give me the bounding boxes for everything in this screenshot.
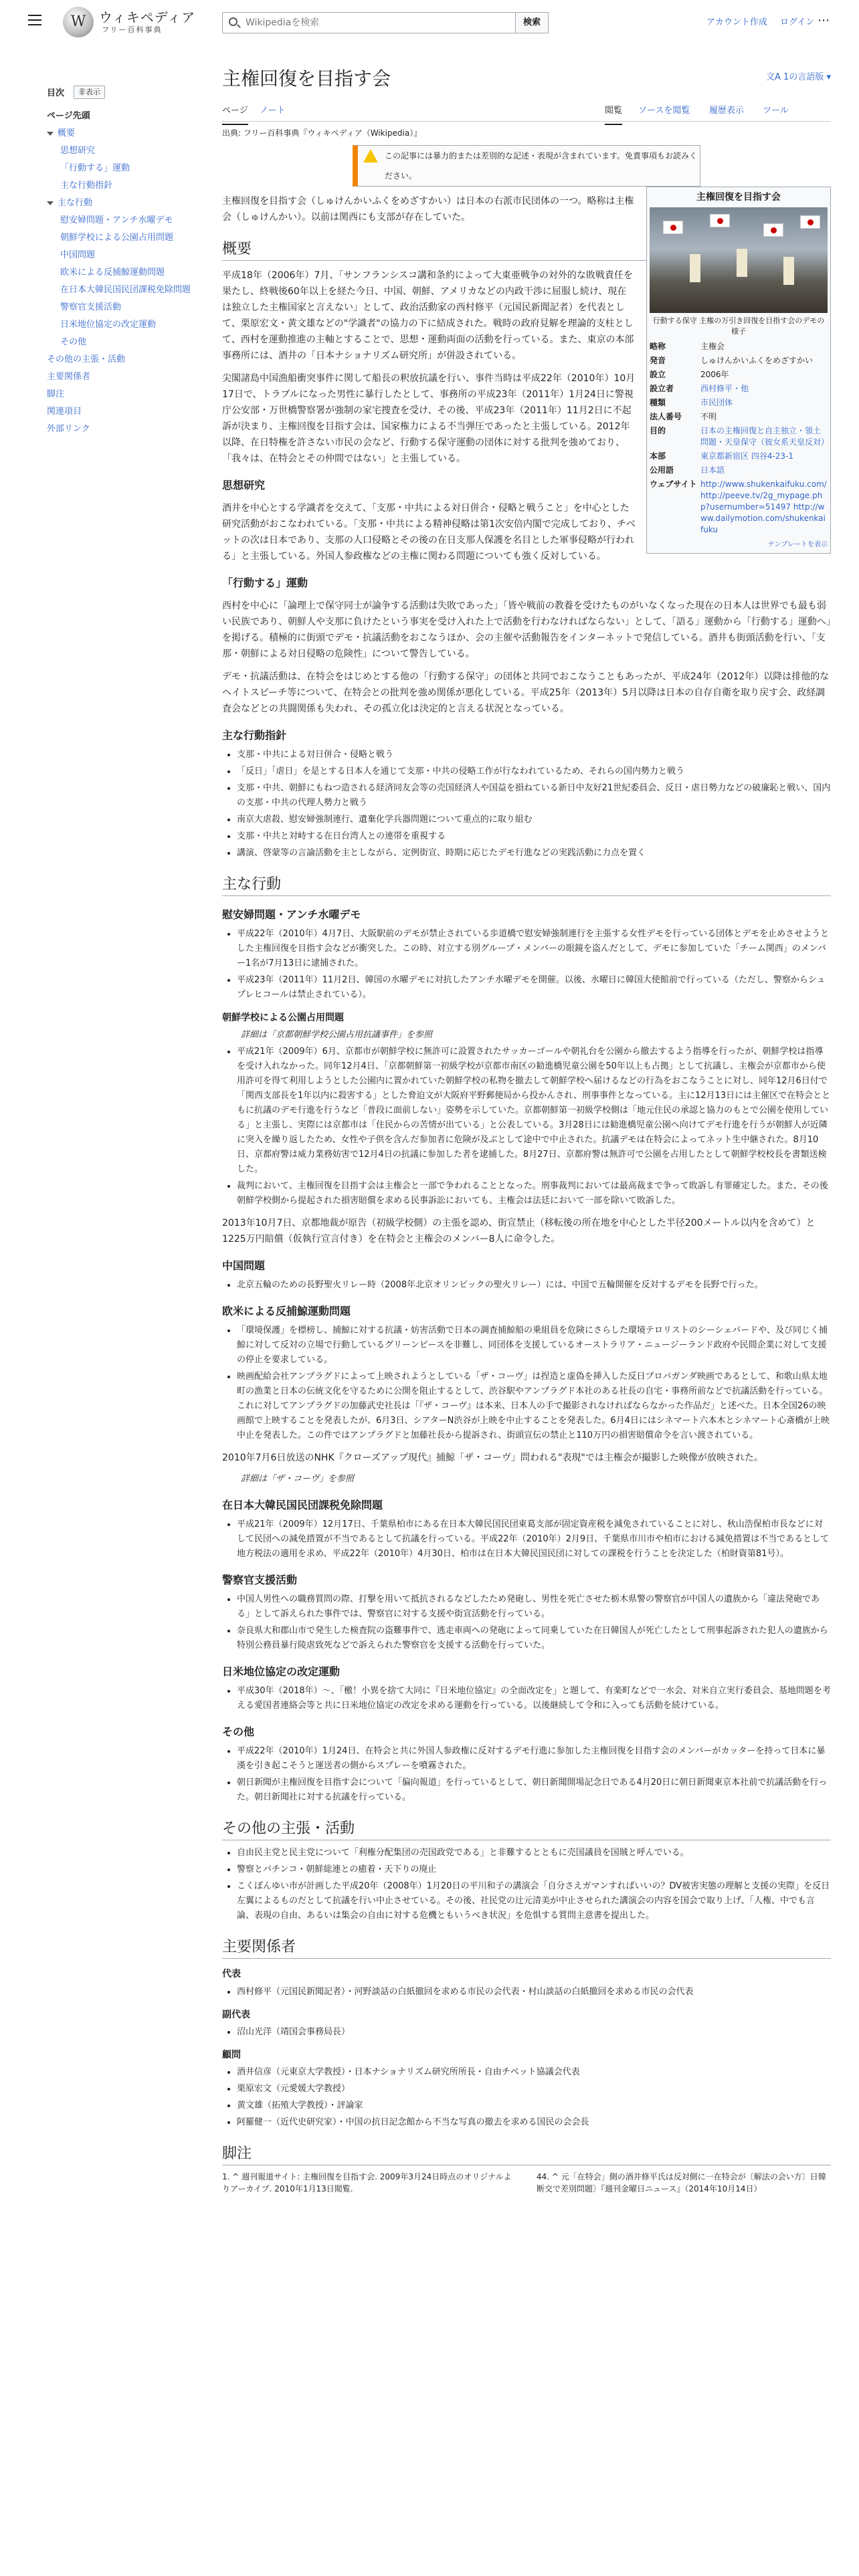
section-park: 朝鮮学校による公園占用問題	[222, 1012, 344, 1024]
search-input[interactable]: Wikipediaを検索	[222, 12, 516, 33]
list-item: • 北京五輪のための長野聖火リレー時（2008年北京オリンピックの聖火リレー）には、中国で五輪開催を反対するデモを長野で行った。	[237, 1278, 831, 1293]
infobox-key: 法人番号	[650, 412, 682, 422]
main-content	[222, 67, 831, 2195]
ideology-paragraph: 酒井を中心とする学識者を交えて、「支那・中共による対日併合・侵略と戦うこと」を中心とした研究活動がおこなわれている。「支那・中共による精神侵略は第1次安倍内閣で完成しており、チベットの次は日本であり、支那の人口侵略とその後の在日支那人保護を名目とした軍事侵略が行われる」と主張している。外国人参政権などの主権に関わる問題についても強く反対している。	[222, 503, 636, 562]
list-item: • 平成22年（2010年）1月24日、在特会と共に外国人参政権に反対するデモ行進に参加した主権回復を目指す会のメンバーがカッターを持って日本に暴漢を引き起こそうと運送者の側からスプレーを噴霧された。	[237, 1744, 831, 1774]
warning-notice	[353, 145, 700, 187]
infobox-row	[650, 463, 828, 477]
toc-item-label[interactable]: 主要関係者	[47, 372, 91, 382]
list-item: • 警察とパチンコ・朝鮮総連との癒着・天下りの廃止	[237, 1862, 831, 1877]
toc-item-label[interactable]: 在日本大韓民国民団課税免除問題	[60, 285, 191, 295]
table-of-contents	[47, 87, 207, 440]
infobox-row	[650, 340, 828, 354]
toc-item-label[interactable]: 「行動する」運動	[60, 163, 130, 173]
overview-paragraph-2: 尖閣諸島中国漁船衝突事件に関して船長の釈放抗議を行い、事件当時は平成22年（2010年）10月17日で、トラブルになった男性に暴行したとして、事務所の平成23年（2011年）1月24日に警視庁公安部・万世橋警察署が強制の家宅捜査を受け、その後、平成23年（2011年）11月2日に不起訴が決まり、主権回復を目指す会は、国家権力による不当弾圧であったと主張している。2012年以降、在日特権を許さない市民の会など、行動する保守運動の団体に対する批判を強めており、「我々は、在特会とその仲間ではない」と主張している。	[222, 373, 636, 465]
infobox-row	[650, 382, 828, 396]
toc-item-label[interactable]: 欧米による反捕鯨運動問題	[60, 267, 165, 278]
section-mindan: 在日本大韓民国民団課税免除問題	[222, 1499, 383, 1512]
toc-item[interactable]	[47, 336, 207, 349]
infobox-key: 発音	[650, 356, 666, 366]
list-item: • 講演、啓蒙等の言論活動を主としながら、定例街宣、時期に応じたデモ行進などの実践活動に力点を置く	[237, 846, 831, 861]
list-item: • 黄文雄（拓殖大学教授）・評論家	[237, 2099, 831, 2113]
policy-list	[237, 748, 831, 861]
infobox	[646, 187, 831, 554]
action-paragraph-1: 西村を中心に「論理上で保守同士が論争する活動は失敗であった」「皆や戦前の教養を受けたものがいなくなった現在の日本人は世界でも最も弱い民族であり、朝鮮人や支那に負けたという事実を受け入れた上で活動を行わなければならない」として、「語る」運動から「行動する」運動へ」を掲げる。積極的に街頭でデモ・抗議活動をおこなうほか、会の主催や活動報告をインターネットで発信している。酒井も街頭活動を行い、「支那・朝鮮による対日侵略の危険性」について警告している。	[222, 601, 831, 660]
warning-text: この記事には暴力的または差別的な記述・表現が含まれています。免責事項もお読みください。	[385, 151, 698, 181]
section-china: 中国問題	[222, 1259, 266, 1273]
list-item: • 奈良県大和郡山市で発生した検査院の盗難事件で、逃走車両への発砲によって同乗していた在日韓国人が死亡したとして刑事起訴された犯人の遺族から特別公務員暴行陵虐致死などで訴えられた警察官を支援する活動を行っていた。	[237, 1624, 831, 1653]
tab-read[interactable]: 閲覧	[605, 104, 622, 125]
infobox-row	[650, 477, 828, 537]
park-after-paragraph: 2013年10月7日、京都地裁が原告（初級学校側）の主張を認め、街宣禁止（移転後の所在地を中心とした半径200メートル以内を含めて）と1225万円賠償（仮執行宣言付き）を在特会と主権会のメンバー8人に命令した。	[222, 1218, 816, 1245]
infobox-row	[650, 449, 828, 463]
infobox-value: 不明	[700, 412, 717, 422]
action-paragraph-2: デモ・抗議活動は、在特会をはじめとする他の「行動する保守」の団体と共同でおこなうこともあったが、平成24年（2012年）以降は排他的なヘイトスピーチ等について、在特会との批判を強め関係が悪化している。平成25年（2013年）5月以降は日本の自存自衛を取り戻す会、政経調査会などとの共闘関係も失われ、その孤立化は決定的と言える状況となっている。	[222, 671, 830, 715]
toc-item[interactable]	[47, 179, 207, 193]
infobox-row	[650, 424, 828, 449]
list-item: • 「反日」「虐日」を是とする日本人を通じて支那・中共の侵略工作が行なわれているため、それらの国内勢力と戦う	[237, 764, 831, 779]
list-item: • 平成21年（2009年）6月、京都市が朝鮮学校に無許可に設置されたサッカーゴールや朝礼台を公園から撤去するよう指導を行ったが、朝鮮学校は指導を受け入れなかった。同年12月4日、「京都朝鮮第一初級学校が京都市南区の勧進橋児童公園を50年以上も占拠」として抗議し、主権会が京都市から使用許可を得て利用しようとした公園内に置かれていた朝鮮学校の私物を撤去して朝鮮学校へ届けるなどの行為をおこなうことに対し、同年12月6日付で「関西支部長を1年以内に殺害する」とした脅迫文が大阪府平野郵便局から投かんされ、刑事事件となっている。主に12月13日には主催区で在特会とともに抗議のデモ行進を行うなど「普段に面前しない」姿勢を示していた。京都朝鮮第一初級学校側は「地元住民の承認と協力のもとで公園を使用している」と主張し、実際には京都市は「住民からの苦情が出ている」と公表している。3月28日には勧進橋児童公園へ向けてデモ行進を行うが朝鮮人が近隣に突入を繰り返したため、女性や子供を含んだ参加者に危険が及ぶとして途中で中止された。抗議デモは在特会によってネット生中継された。8月10日、京都府警は威力業務妨害で12月4日の抗議に参加した者を逮捕した。8月27日、京都府警は無許可で公園を占用したとして朝鮮学校校長を書類送検した。	[237, 1045, 831, 1177]
toc-item[interactable]	[47, 370, 207, 384]
demo-photo[interactable]	[650, 207, 828, 313]
infobox-row	[650, 354, 828, 368]
tab-view-source[interactable]: ソースを閲覧	[638, 106, 690, 116]
search-button[interactable]: 検索	[515, 12, 549, 33]
advisor-list	[237, 2065, 831, 2130]
list-item: • 支那・中共による対日併合・侵略と戦う	[237, 748, 831, 762]
list-item: • 中国人男性への職務質問の際、打撃を用いて抵抗されるなどしたため発砲し、男性を死亡させた栃木県警の警察官が中国人の遺族から「違法発砲である」として訴えられた事件では、警察官に対する支援や街宣活動を行っている。	[237, 1592, 831, 1622]
vice-heading: 副代表	[222, 2009, 250, 2020]
toc-item-label[interactable]: ページ先頭	[47, 111, 90, 121]
whaling-after-paragraph: 2010年7月6日放送のNHK『クローズアップ現代』捕鯨「ザ・コーヴ」問われる"表現"では主権会が撮影した映像が放映された。	[222, 1453, 763, 1464]
list-item: • 酒井信彦（元東京大学教授）・日本ナショナリズム研究所所長・自由チベット協議会代表	[237, 2065, 831, 2080]
infobox-value: 2006年	[700, 370, 729, 380]
list-item: • 映画配給会社アンプラグドによって上映されようとしている「ザ・コーヴ」は捏造と虚偽を挿入した反日プロパガンダ映画であるとして、和歌山県太地町の漁業と日本の伝統文化を守るために公開を阻止するとして、渋谷駅やアンプラグド本社のある社長の自宅・事務所前などで抗議活動を行っている。これに対してアンプラグドの加藤武史社長は「『ザ・コーヴ』は本来、日本人の手で撮影されなければならなかった作品だ」と述べた。日本全国26の映画館で上映することを発表したが、6月3日、シアターN渋谷が上映を中止することを発表した。6月4日にはシネマート六本木とシネマート心斎橋が上映中止を発表した。この件ではアンプラグドと加藤社長から提訴され、街頭宣伝の禁止と110万円の損害賠償命令を言い渡されている。	[237, 1370, 831, 1443]
infobox-key: 略称	[650, 342, 666, 352]
toc-item-label[interactable]: 主な行動	[58, 198, 93, 208]
infobox-value[interactable]: 市民団体	[700, 398, 733, 408]
placard	[690, 254, 700, 282]
toc-item-label[interactable]: その他	[60, 337, 87, 347]
list-item: • 裁判において、主権回復を目指す会は主権会と一部で争われることとなった。刑事裁判においては最高裁まで争って敗訴し有罪確定した。また、その後朝鮮学校側から提起された損害賠償を求める民事訴訟においても、主権会は法廷において一部を除いて敗訴した。	[237, 1179, 831, 1208]
flag-icon	[763, 223, 783, 237]
list-item: • 自由民主党と民主党について「利権分配集団の売国政党である」と非難するとともに売国議員を国賊と呼んでいる。	[237, 1846, 831, 1860]
toc-item-label[interactable]: 概要	[58, 128, 76, 138]
toc-item-label[interactable]: その他の主張・活動	[47, 354, 126, 364]
section-whaling: 欧米による反捕鯨運動問題	[222, 1305, 351, 1318]
toc-item-label[interactable]: 関連項目	[47, 407, 82, 417]
tab-talk[interactable]: ノート	[260, 106, 286, 116]
show-template-link[interactable]: テンプレートを表示	[767, 541, 828, 549]
list-item: • 「環境保護」を標榜し、捕鯨に対する抗議・妨害活動で日本の調査捕鯨船の乗組員を危険にさらした環境テロリストのシーシェパードや、及び同じく捕鯨に対して反対の立場で行動しているグリーンピースを非難し、同団体を支援しているオーストラリア・ニュージーランド政府や民間企業に対して支援の停止を要求している。	[237, 1323, 831, 1368]
infobox-key: 本部	[650, 451, 666, 461]
toc-item[interactable]	[47, 353, 207, 366]
list-item: • こくぼんゆい市が計画した平成20年（2008年）1月20日の平川和子の講演会「自分さえガマンすればいいの？DV被害実態の理解と支援の実際」を反日左翼によるものだとして抗議を行い中止させている。その後、社民党の辻元清美が中止させられた講演会の内容を国会で取り上げ、「人権、中でも言論、表現の自由、あるいは集会の自由に対する危機ともいうべき状況」を危惧する質問主意書を提出した。	[237, 1879, 831, 1923]
list-item: • 栗原宏文（元愛媛大学教授）	[237, 2082, 831, 2097]
infobox-row	[650, 396, 828, 410]
list-item: • 平成22年（2010年）4月7日、大阪駅前のデモが禁止されている歩道橋で慰安婦強制連行を主張する女性デモを行っている団体とデモを止めさせようとした主権回復を目指す会などが衝突した。この時、対立する別グループ・メンバーの眼鏡を盗んだとして、デモに参加していた「チーム関西」のメンバー1名が7月13日に逮捕された。	[237, 927, 831, 971]
flag-icon	[800, 215, 820, 229]
park-hatnote[interactable]: 詳細は「京都朝鮮学校公園占用抗議事件」を参照	[241, 1029, 433, 1040]
section-policy: 主な行動指針	[222, 729, 287, 742]
list-item: • 沼山光洋（靖国会事務局長）	[237, 2025, 831, 2040]
language-selector[interactable]: 文A 1の言語版 ▾	[766, 72, 831, 82]
collapse-icon[interactable]	[47, 201, 54, 205]
section-other: その他	[222, 1725, 255, 1739]
toc-item-label[interactable]: 朝鮮学校による公園占用問題	[60, 233, 174, 243]
toc-item[interactable]	[47, 284, 207, 297]
toc-item[interactable]	[47, 110, 207, 123]
police-list	[237, 1592, 831, 1653]
toc-item-label[interactable]: 思想研究	[60, 146, 96, 156]
toc-item[interactable]	[47, 249, 207, 262]
infobox-key: 目的	[650, 426, 666, 436]
other-list	[237, 1744, 831, 1805]
section-police: 警察官支援活動	[222, 1574, 298, 1587]
toc-title: 目次	[47, 88, 65, 98]
section-ideology: 思想研究	[222, 479, 266, 492]
vice-list	[237, 2025, 831, 2040]
toc-hide-button[interactable]: 非表示	[74, 86, 105, 99]
infobox-row	[650, 410, 828, 424]
sofa-list	[237, 1684, 831, 1713]
site-header	[0, 0, 859, 44]
toc-list	[47, 110, 207, 436]
infobox-value[interactable]: 東京都新宿区 四谷4-23-1	[700, 451, 794, 461]
toc-item[interactable]	[47, 266, 207, 280]
infobox-value[interactable]: 日本語	[700, 465, 725, 475]
infobox-key: 公用語	[650, 465, 674, 475]
reference-item[interactable]: 1. ^ 週刊報道サイト: 主権回復を目指す会. 2009年3月24日時点のオリジナルよりアーカイブ. 2010年1月13日閲覧.	[222, 2172, 512, 2194]
login-link[interactable]: ログイン	[780, 17, 815, 27]
list-item: • 支那・中共、朝鮮にもねつ造される経済同友会等の売国経済人や国益を損ねている新日中友好21世紀委員会、反日・虐日勢力などの破廉恥と戦い、国内の支那・中共の代理人勢力と戦う	[237, 781, 831, 811]
toc-item[interactable]	[47, 127, 207, 140]
site-title[interactable]: ウィキペディア	[99, 9, 196, 25]
search-icon	[229, 17, 237, 26]
page-tabs	[222, 95, 831, 122]
infobox-value[interactable]: http://www.shukenkaifuku.com/ http://peeve.tv/2g_mypage.php?usernumber=51497 http://www.dailymotion.com/shukenkaifuku	[700, 479, 827, 535]
section-people: 主要関係者	[222, 1937, 831, 1959]
toc-item[interactable]	[47, 301, 207, 314]
section-ianfu: 慰安婦問題・アンチ水曜デモ	[222, 908, 361, 922]
section-sofa: 日米地位協定の改定運動	[222, 1665, 341, 1679]
infobox-value[interactable]: 西村修平・他	[700, 384, 749, 394]
toc-item-label[interactable]: 日米地位協定の改定運動	[60, 320, 157, 330]
infobox-key: ウェブサイト	[650, 479, 697, 490]
wikipedia-globe-logo[interactable]: W	[63, 7, 94, 37]
create-account-link[interactable]: アカウント作成	[706, 17, 767, 27]
page-title: 主権回復を目指す会	[222, 68, 391, 90]
toc-item[interactable]	[47, 423, 207, 436]
mindan-list	[237, 1517, 831, 1562]
toc-item[interactable]	[47, 231, 207, 245]
representative-list	[237, 1985, 831, 2000]
infobox-value[interactable]: 日本の主権回復と自主独立・領土問題・天皇保守（彼女系天皇反対）	[700, 426, 830, 447]
tab-history[interactable]: 履歴表示	[709, 106, 745, 116]
list-item: • 西村修平（元国民新聞記者）・河野談話の白紙撤回を求める市民の会代表・村山談話の白紙撤回を求める市民の会代表	[237, 1985, 831, 2000]
reference-item[interactable]: 44. ^ 元「在特会」側の酒井修平氏は反対側に一在特会が〔解法の会い方〕日韓断交で差別問題〕『週刊金曜日ニュース』（2014年10月14日）	[537, 2172, 826, 2194]
toc-item-label[interactable]: 慰安婦問題・アンチ水曜デモ	[60, 215, 173, 225]
infobox-caption: 行動する保守 主権の万引き回復を目指す会のデモの様子	[652, 316, 825, 336]
infobox-value: 主権会	[700, 342, 725, 352]
infobox-title: 主権回復を目指す会	[696, 192, 781, 203]
list-item: • 阿羅健一（近代史研究家）・中国の抗日記念館から不当な写真の撤去を求める国民の会会長	[237, 2115, 831, 2130]
menu-icon[interactable]	[28, 15, 41, 25]
placard	[737, 249, 747, 277]
toc-item[interactable]	[47, 405, 207, 419]
ianfu-list	[237, 927, 831, 1002]
list-item: • 支那・中共と対峙する在日台湾人との連帯を重視する	[237, 829, 831, 844]
park-list	[237, 1045, 831, 1208]
toc-header	[47, 87, 207, 106]
section-action-movement: 「行動する」運動	[222, 576, 308, 590]
list-item: • 平成30年（2018年）〜、「檄！小異を捨て大同に『日米地位協定』の全面改定を」と題して、有楽町などで一水会、対米自立実行委員会、基地問題を考える愛国者連絡会等と共に日米地位協定の改定を求める運動を行っている。以後継続して令和に入っても活動を続けている。	[237, 1684, 831, 1713]
toc-item[interactable]	[47, 197, 207, 210]
toc-item-label[interactable]: 中国問題	[60, 250, 96, 260]
toc-item[interactable]	[47, 144, 207, 158]
list-item: • 平成23年（2011年）11月2日、韓国の水曜デモに対抗したアンチ水曜デモを開催。以後、水曜日に韓国大使館前で行っている（ただし、警察からシュプレヒコールは禁止されている）。	[237, 973, 831, 1002]
advisor-heading: 顧問	[222, 2049, 241, 2060]
lead-paragraph: 主権回復を目指す会（しゅけんかいふくをめざすかい）は日本の右派市民団体の一つ。略称は主権会（しゅけんかい）。以前は関西にも支部が存在していた。	[222, 196, 634, 223]
more-options-icon[interactable]: ⋯	[818, 13, 830, 27]
section-claims: その他の主張・活動	[222, 1818, 831, 1840]
site-subtitle: フリー百科事典	[102, 25, 163, 34]
representative-heading: 代表	[222, 1969, 241, 1980]
infobox-value: しゅけんかいふくをめざすかい	[700, 356, 814, 366]
warning-icon	[363, 149, 378, 163]
section-notes: 脚注	[222, 2143, 831, 2165]
infobox-key: 設立者	[650, 384, 674, 394]
tab-page[interactable]: ページ	[222, 104, 248, 125]
tab-tools[interactable]: ツール	[763, 106, 789, 116]
whaling-hatnote[interactable]: 詳細は「ザ・コーヴ」を参照	[241, 1474, 355, 1485]
placard	[783, 257, 794, 285]
toc-item[interactable]	[47, 318, 207, 332]
flag-icon	[710, 214, 730, 227]
whaling-list	[237, 1323, 831, 1443]
infobox-row	[650, 368, 828, 382]
collapse-icon[interactable]	[47, 132, 54, 136]
toc-item[interactable]	[47, 214, 207, 227]
toc-item-label[interactable]: 警察官支援活動	[60, 302, 122, 312]
china-list	[237, 1278, 831, 1293]
list-item: • 南京大虐殺、慰安婦強制連行、遺棄化学兵器問題について重点的に取り組む	[237, 813, 831, 827]
list-item: • 朝日新聞が主権回復を目指す会について「偏向報道」を行っているとして、朝日新聞開場記念日である4月20日に朝日新聞東京本社前で抗議活動を行った。朝日新聞社に対する抗議を行っている。	[237, 1776, 831, 1805]
list-item: • 平成21年（2009年）12月17日、千葉県柏市にある在日本大韓民国民団東葛支部が固定資産税を減免されていることに対し、秋山浩保柏市長などに対して民団への減免措置が不当であるとして抗議を行っている。平成22年（2010年）2月9日、千葉県市川市や柏市における減免措置は不当であるとして地方税法の適用を求め、平成22年（2010年）4月30日、柏市は在日本大韓民国民団に対しての課税を行うことを決定した（柏財資第81号）。	[237, 1517, 831, 1562]
section-main-actions: 主な行動	[222, 874, 831, 896]
source-note: 出典: フリー百科事典『ウィキペディア（Wikipedia）』	[222, 128, 422, 138]
infobox-rows	[650, 340, 828, 537]
references	[222, 2171, 831, 2195]
section-overview: 概要	[222, 239, 831, 261]
overview-paragraph-1: 平成18年（2006年）7月、「サンフランシスコ講和条約によって大東亜戦争の対外的な敗戦責任を果たし、終戦後60年以上を経た今日、中国、朝鮮、アメリカなどの内政干渉に屈服し続け、現在は独立した主権国家と言えない」として、政治活動家の西村修平（元国民新聞記者）を代表として、栗原宏文・黄文雄などの"学識者"の協力の下に結成された。戦時の政府見解を理論的支柱として、西村を運動推進の主軸とすることで、思想・運動両面の活動を行っている。また、東京の本部事務所には、酒井の「日本ナショナリズム研究所」が併設されている。	[222, 270, 634, 362]
infobox-key: 設立	[650, 370, 666, 380]
language-count[interactable]: 1の言語版	[783, 72, 824, 82]
toc-item-label[interactable]: 外部リンク	[47, 424, 90, 434]
toc-item-label[interactable]: 脚注	[47, 389, 65, 399]
claims-list	[237, 1846, 831, 1923]
toc-item-label[interactable]: 主な行動指針	[60, 181, 113, 191]
toc-item[interactable]	[47, 388, 207, 401]
infobox-key: 種類	[650, 398, 666, 408]
toc-item[interactable]	[47, 162, 207, 175]
flag-icon	[663, 221, 683, 234]
